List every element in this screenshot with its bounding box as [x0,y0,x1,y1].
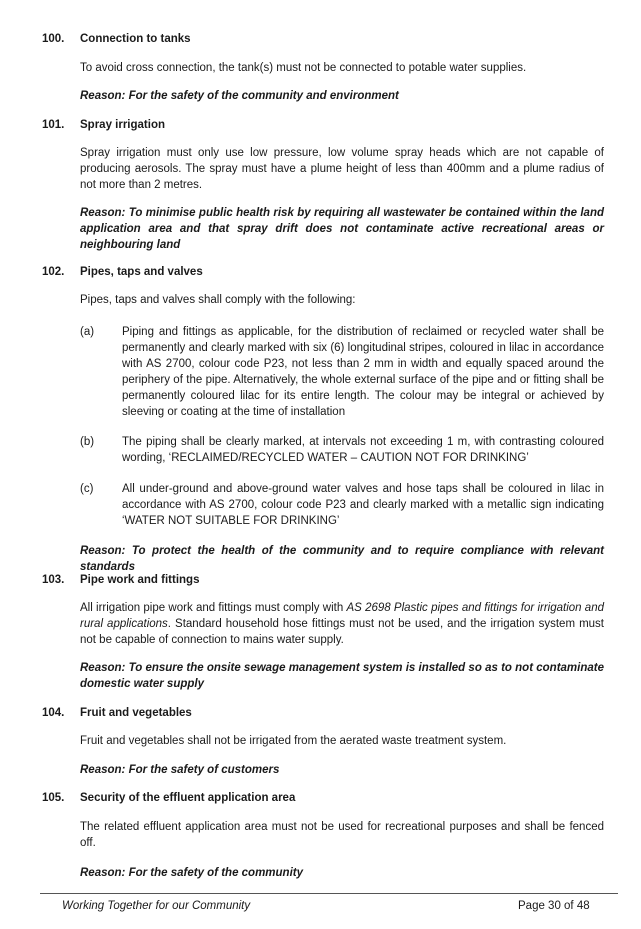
condition-reason: Reason: To ensure the onsite sewage management system is installed so as to not contaminate domestic water supply [80,662,604,690]
condition-body [80,600,604,648]
condition-body: The related effluent application area must not be used for recreational purposes and shall be fenced off. [80,821,604,849]
list-item-label: (a) [80,326,95,338]
condition-body: Spray irrigation must only use low pressure, low volume spray heads which are not capable of producing aerosols. The spray must have a plume height of less than 400mm and a plume radius of not more than 2 metres. [80,147,604,191]
footer-motto: Working Together for our Community [62,900,251,912]
list-item-text: Piping and fittings as applicable, for the distribution of reclaimed or recycled water shall be permanently and clearly marked with six (6) longitudinal stripes, coloured in lilac in accordance with AS 2700, colour code P23, not less than 2 mm in width and equally spaced around the periphery of the pipe. Alternatively, the whole external surface of the pipe and or fitting shall be permanently coloured lilac for its entire length. The colour may be integral or achieved by sleeving or coating at the time of installation [122,326,604,418]
condition-title: Security of the effluent application area [80,792,296,804]
condition-body-start: All irrigation pipe work and fittings must comply with [80,602,347,614]
standard-reference: AS 2698 Plastic pipes and fittings for irrigation and rural applications [80,602,604,630]
condition-reason: Reason: To minimise public health risk by requiring all wastewater be contained within the land application area and that spray drift does not contaminate active recreational areas or neighbouring land [80,207,604,251]
condition-number: 105. [42,792,65,804]
condition-number: 104. [42,707,65,719]
page-number: Page 30 of 48 [518,900,590,912]
condition-reason: Reason: For the safety of the community and environment [80,90,399,102]
condition-title: Fruit and vegetables [80,707,192,719]
list-item-label: (b) [80,436,95,448]
condition-title: Connection to tanks [80,33,191,45]
condition-title: Spray irrigation [80,119,165,131]
condition-number: 100. [42,33,65,45]
condition-number: 102. [42,266,65,278]
condition-number: 101. [42,119,65,131]
condition-reason: Reason: For the safety of the community [80,867,304,879]
condition-title: Pipe work and fittings [80,574,200,586]
condition-title: Pipes, taps and valves [80,266,203,278]
condition-body: Fruit and vegetables shall not be irrigated from the aerated waste treatment system. [80,735,507,747]
list-item-text: The piping shall be clearly marked, at intervals not exceeding 1 m, with contrasting coloured wording, ‘RECLAIMED/RECYCLED WATER – CAUTION NOT FOR DRINKING’ [122,436,604,464]
condition-body: To avoid cross connection, the tank(s) must not be connected to potable water supplies. [80,62,527,74]
footer-divider [40,893,618,894]
condition-body: Pipes, taps and valves shall comply with the following: [80,294,356,306]
condition-body-end: . Standard household hose fittings must not be used, and the irrigation system must not be capable of connection to mains water supply. [80,618,604,646]
condition-number: 103. [42,574,65,586]
condition-reason: Reason: For the safety of customers [80,764,280,776]
list-item-text: All under-ground and above-ground water valves and hose taps shall be coloured in lilac in accordance with AS 2700, colour code P23 and clearly marked with a metallic sign indicating ‘WATER NOT SUITABLE FOR DRINKING’ [122,483,604,527]
list-item-label: (c) [80,483,94,495]
condition-reason: Reason: To protect the health of the community and to require compliance with relevant standards [80,545,604,573]
